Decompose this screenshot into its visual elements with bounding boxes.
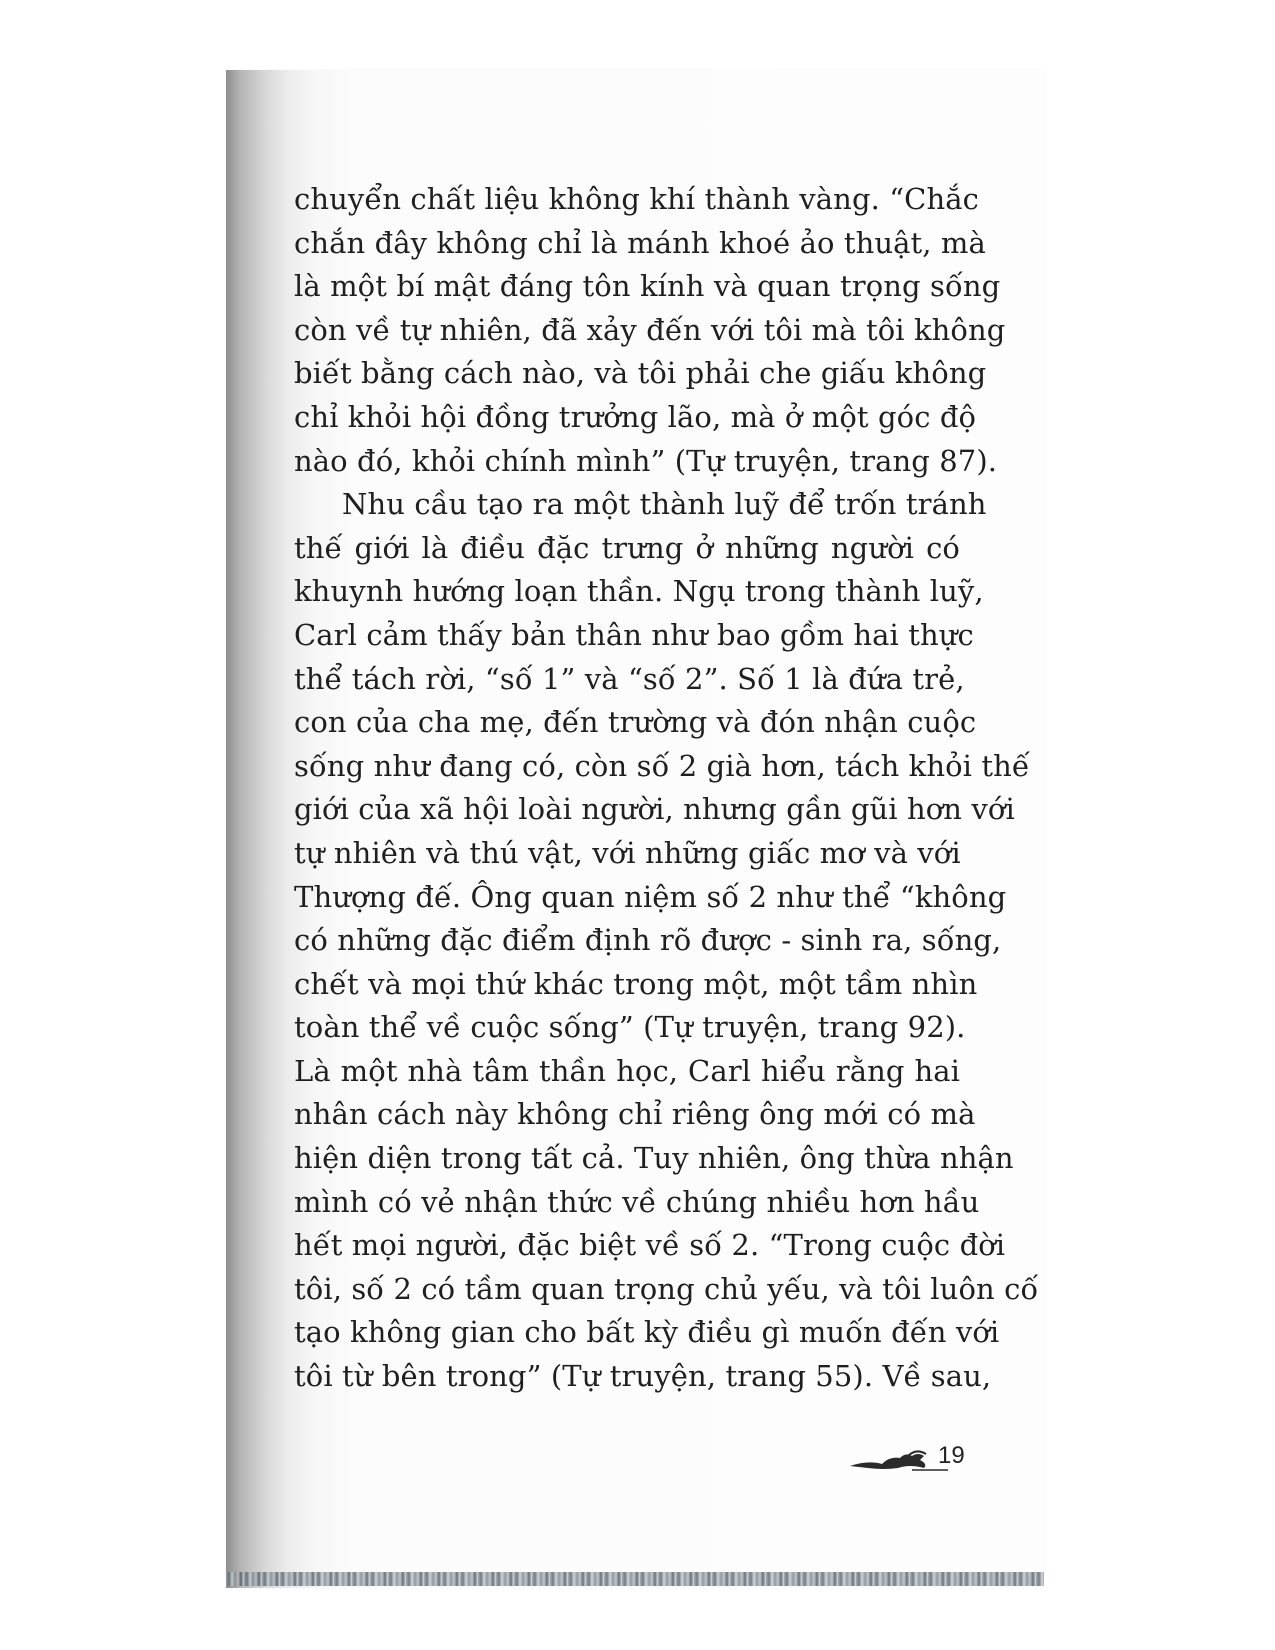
text-line: chết và mọi thứ khác trong một, một tầm nhìn: [294, 966, 978, 1001]
text-line: Nhu cầu tạo ra một thành luỹ để trốn tránh: [342, 487, 987, 522]
text-line: Thượng đế. Ông quan niệm số 2 như thể “không: [294, 879, 1007, 914]
text-line: nhân cách này không chỉ riêng ông mới có mà: [294, 1097, 976, 1132]
page-footer: [830, 1440, 970, 1476]
text-line: biết bằng cách nào, và tôi phải che giấu không: [294, 356, 987, 391]
book-edge-strip: [226, 1572, 1044, 1586]
text-line: giới của xã hội loài người, nhưng gần gũi hơn với: [294, 792, 1015, 827]
text-line: chuyển chất liệu không khí thành vàng. “Chắc: [294, 182, 979, 216]
text-line: chắn đây không chỉ là mánh khoé ảo thuật, mà: [294, 225, 986, 260]
text-line: thế giới là điều đặc trưng ở những người có: [294, 530, 960, 565]
text-line: thể tách rời, “số 1” và “số 2”. Số 1 là đứa trẻ,: [294, 661, 965, 696]
body-text: [294, 178, 1039, 1399]
text-line: khuynh hướng loạn thần. Ngụ trong thành luỹ,: [294, 574, 984, 609]
text-line: có những đặc điểm định rõ được - sinh ra, sống,: [294, 923, 1002, 958]
text-line: con của cha mẹ, đến trường và đón nhận cuộc: [294, 705, 977, 740]
text-line: tôi, số 2 có tầm quan trọng chủ yếu, và tôi luôn cố: [294, 1271, 1039, 1306]
page-number: 19: [938, 1442, 965, 1469]
text-line: nào đó, khỏi chính mình” (Tự truyện, trang 87).: [294, 443, 998, 478]
text-line: tạo không gian cho bất kỳ điều gì muốn đến với: [294, 1315, 1000, 1350]
text-line: là một bí mật đáng tôn kính và quan trọng sống: [294, 269, 1001, 304]
text-line: chỉ khỏi hội đồng trưởng lão, mà ở một góc độ: [294, 399, 977, 434]
text-line: tôi từ bên trong” (Tự truyện, trang 55). Về sau,: [294, 1359, 992, 1394]
text-line: hết mọi người, đặc biệt về số 2. “Trong cuộc đời: [294, 1228, 1006, 1263]
text-line: Carl cảm thấy bản thân như bao gồm hai thực: [294, 617, 974, 652]
text-line: sống như đang có, còn số 2 già hơn, tách khỏi thế: [294, 748, 1030, 783]
bird-ornament-icon: [848, 1446, 948, 1474]
text-line: mình có vẻ nhận thức về chúng nhiều hơn hầu: [294, 1184, 980, 1219]
text-line: hiện diện trong tất cả. Tuy nhiên, ông thừa nhận: [294, 1141, 1014, 1176]
text-line: tự nhiên và thú vật, với những giấc mơ và với: [294, 835, 961, 870]
text-line: toàn thể về cuộc sống” (Tự truyện, trang 92).: [294, 1010, 966, 1045]
text-line: còn về tự nhiên, đã xảy đến với tôi mà tôi không: [294, 312, 1006, 347]
text-line: Là một nhà tâm thần học, Carl hiểu rằng hai: [294, 1053, 960, 1088]
